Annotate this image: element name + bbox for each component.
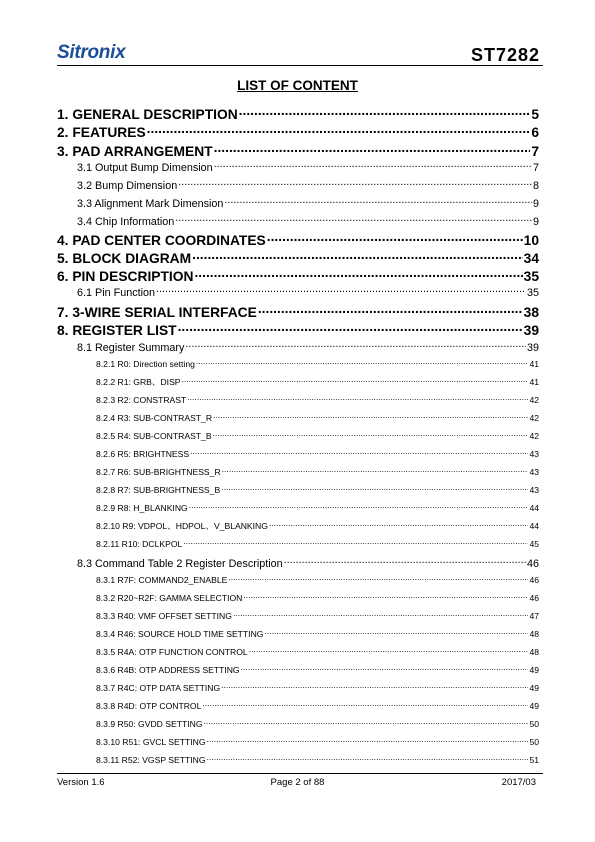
toc-entry-page: 46 bbox=[526, 558, 539, 570]
toc-entry[interactable] bbox=[57, 142, 539, 160]
toc-entry-title: 8.3.11 R52: VGSP SETTING bbox=[96, 755, 206, 765]
toc-entry-page: 43 bbox=[529, 449, 539, 459]
toc-entry-title: 8.3 Command Table 2 Register Description bbox=[77, 558, 283, 570]
toc-leader-dots bbox=[264, 628, 528, 637]
toc-leader-dots bbox=[207, 736, 529, 745]
toc-entry[interactable] bbox=[96, 430, 539, 442]
toc-entry-page: 9 bbox=[532, 198, 539, 210]
toc-entry-page: 50 bbox=[529, 719, 539, 729]
toc-entry-page: 34 bbox=[523, 251, 539, 266]
model-number: ST7282 bbox=[470, 45, 540, 65]
toc-entry[interactable] bbox=[96, 754, 539, 766]
toc-leader-dots bbox=[196, 358, 529, 367]
toc-entry[interactable] bbox=[96, 592, 539, 604]
toc-leader-dots bbox=[222, 466, 529, 475]
toc-entry-page: 7 bbox=[531, 144, 539, 159]
toc-leader-dots bbox=[182, 376, 529, 385]
toc-leader-dots bbox=[213, 412, 528, 421]
toc-entry-page: 39 bbox=[523, 323, 539, 338]
toc-entry-page: 41 bbox=[529, 377, 539, 387]
toc-entry-title: 2. FEATURES bbox=[57, 125, 146, 140]
toc-entry-page: 6 bbox=[531, 125, 539, 140]
toc-leader-dots bbox=[156, 285, 526, 296]
toc-entry-title: 8.3.7 R4C: OTP DATA SETTING bbox=[96, 683, 221, 693]
toc-leader-dots bbox=[187, 394, 528, 403]
toc-entry[interactable] bbox=[96, 538, 539, 550]
toc-leader-dots bbox=[214, 142, 531, 156]
footer-divider bbox=[57, 773, 543, 774]
toc-entry[interactable] bbox=[96, 520, 539, 532]
toc-entry[interactable] bbox=[77, 556, 539, 571]
toc-leader-dots bbox=[190, 448, 528, 457]
toc-entry[interactable] bbox=[96, 484, 539, 496]
footer-date: 2017/03 bbox=[501, 777, 536, 788]
toc-entry-title: 6. PIN DESCRIPTION bbox=[57, 269, 194, 284]
toc-entry-page: 41 bbox=[529, 359, 539, 369]
toc-entry-title: 8.3.8 R4D: OTP CONTROL bbox=[96, 701, 202, 711]
toc-entry-page: 8 bbox=[532, 180, 539, 192]
toc-entry-title: 8.2.1 R0: Direction setting bbox=[96, 359, 195, 369]
toc-leader-dots bbox=[175, 214, 532, 225]
toc-leader-dots bbox=[249, 646, 529, 655]
toc-entry-page: 46 bbox=[529, 593, 539, 603]
toc-entry[interactable] bbox=[96, 448, 539, 460]
toc-leader-dots bbox=[228, 574, 528, 583]
toc-entry-title: 8.2.3 R2: CONSTRAST bbox=[96, 395, 187, 405]
toc-entry-page: 48 bbox=[529, 647, 539, 657]
toc-entry-title: 8.2.8 R7: SUB-BRIGHTNESS_B bbox=[96, 485, 221, 495]
toc-leader-dots bbox=[178, 321, 523, 335]
toc-entry-title: 8.3.5 R4A: OTP FUNCTION CONTROL bbox=[96, 647, 248, 657]
toc-entry-title: 3.2 Bump Dimension bbox=[77, 180, 178, 192]
toc-leader-dots bbox=[202, 700, 528, 709]
toc-entry-page: 7 bbox=[532, 162, 539, 174]
toc-entry-page: 49 bbox=[529, 665, 539, 675]
toc-entry[interactable] bbox=[77, 178, 539, 193]
toc-entry-title: 8.2.5 R4: SUB-CONTRAST_B bbox=[96, 431, 212, 441]
toc-entry-title: 8.3.3 R40: VMF OFFSET SETTING bbox=[96, 611, 232, 621]
toc-entry-page: 5 bbox=[531, 107, 539, 122]
footer-page-number: Page 2 of 88 bbox=[270, 777, 325, 788]
toc-entry[interactable] bbox=[96, 574, 539, 586]
toc-entry-page: 10 bbox=[523, 233, 539, 248]
toc-entry[interactable] bbox=[57, 123, 539, 141]
toc-entry-title: 8. REGISTER LIST bbox=[57, 323, 177, 338]
toc-entry-title: 3. PAD ARRANGEMENT bbox=[57, 144, 213, 159]
toc-leader-dots bbox=[284, 556, 526, 567]
toc-entry-title: 8.2.11 R10: DCLKPOL bbox=[96, 539, 183, 549]
toc-leader-dots bbox=[194, 267, 522, 281]
toc-entry-title: 8.2.4 R3: SUB-CONTRAST_R bbox=[96, 413, 213, 423]
toc-entry[interactable] bbox=[96, 664, 539, 676]
toc-entry[interactable] bbox=[96, 736, 539, 748]
toc-entry-title: 8.3.9 R50: GVDD SETTING bbox=[96, 719, 203, 729]
toc-entry[interactable] bbox=[96, 358, 539, 370]
toc-entry-page: 35 bbox=[523, 269, 539, 284]
toc-entry-title: 8.2.9 R8: H_BLANKING bbox=[96, 503, 188, 513]
toc-leader-dots bbox=[224, 196, 532, 207]
toc-entry-title: 3.4 Chip Information bbox=[77, 216, 175, 228]
toc-leader-dots bbox=[239, 105, 531, 119]
toc-entry-title: 8.3.4 R46: SOURCE HOLD TIME SETTING bbox=[96, 629, 264, 639]
toc-entry-page: 49 bbox=[529, 683, 539, 693]
toc-entry[interactable] bbox=[96, 682, 539, 694]
toc-entry-title: 8.3.10 R51: GVCL SETTING bbox=[96, 737, 206, 747]
toc-entry[interactable] bbox=[77, 285, 539, 300]
toc-entry[interactable] bbox=[57, 231, 539, 249]
toc-leader-dots bbox=[147, 123, 531, 137]
toc-leader-dots bbox=[207, 754, 529, 763]
toc-entry[interactable] bbox=[96, 646, 539, 658]
toc-entry-title: 8.1 Register Summary bbox=[77, 342, 185, 354]
toc-entry-page: 42 bbox=[529, 395, 539, 405]
toc-entry-title: 3.1 Output Bump Dimension bbox=[77, 162, 213, 174]
toc-entry-page: 48 bbox=[529, 629, 539, 639]
toc-leader-dots bbox=[183, 538, 528, 547]
toc-leader-dots bbox=[269, 520, 528, 529]
toc-entry-title: 4. PAD CENTER COORDINATES bbox=[57, 233, 266, 248]
toc-entry-page: 44 bbox=[529, 521, 539, 531]
toc-entry[interactable] bbox=[96, 700, 539, 712]
toc-entry-page: 35 bbox=[526, 287, 539, 299]
toc-leader-dots bbox=[213, 430, 529, 439]
toc-leader-dots bbox=[233, 610, 528, 619]
toc-entry-title: 8.2.7 R6: SUB-BRIGHTNESS_R bbox=[96, 467, 221, 477]
toc-entry-page: 47 bbox=[529, 611, 539, 621]
toc-leader-dots bbox=[214, 160, 532, 171]
toc-leader-dots bbox=[258, 303, 523, 317]
toc-entry-page: 42 bbox=[529, 413, 539, 423]
toc-entry[interactable] bbox=[57, 105, 539, 123]
toc-entry-page: 49 bbox=[529, 701, 539, 711]
toc-entry-page: 45 bbox=[529, 539, 539, 549]
toc-entry[interactable] bbox=[77, 340, 539, 355]
toc-entry[interactable] bbox=[96, 610, 539, 622]
toc-entry[interactable] bbox=[96, 466, 539, 478]
header-divider bbox=[57, 65, 543, 66]
toc-entry-page: 43 bbox=[529, 485, 539, 495]
toc-entry[interactable] bbox=[77, 214, 539, 229]
toc-entry-title: 8.2.6 R5: BRIGHTNESS bbox=[96, 449, 190, 459]
toc-entry-title: 8.3.2 R20~R2F: GAMMA SELECTION bbox=[96, 593, 243, 603]
toc-entry[interactable] bbox=[77, 196, 539, 211]
toc-entry-title: 6.1 Pin Function bbox=[77, 287, 156, 299]
toc-leader-dots bbox=[221, 484, 528, 493]
toc-entry[interactable] bbox=[96, 718, 539, 730]
toc-leader-dots bbox=[192, 249, 523, 263]
toc-entry[interactable] bbox=[57, 249, 539, 267]
toc-entry[interactable] bbox=[96, 628, 539, 640]
toc-leader-dots bbox=[178, 178, 532, 189]
toc-entry[interactable] bbox=[96, 394, 539, 406]
toc-leader-dots bbox=[243, 592, 528, 601]
toc-entry[interactable] bbox=[77, 160, 539, 175]
toc-entry[interactable] bbox=[96, 502, 539, 514]
toc-leader-dots bbox=[189, 502, 529, 511]
toc-entry-page: 39 bbox=[526, 342, 539, 354]
sitronix-logo: Sitronix bbox=[57, 42, 126, 63]
toc-entry[interactable] bbox=[57, 321, 539, 339]
toc-entry-page: 46 bbox=[529, 575, 539, 585]
toc-entry-page: 51 bbox=[529, 755, 539, 765]
toc-entry-title: 3.3 Alignment Mark Dimension bbox=[77, 198, 224, 210]
toc-entry-title: 1. GENERAL DESCRIPTION bbox=[57, 107, 238, 122]
toc-entry-title: 8.3.1 R7F: COMMAND2_ENABLE bbox=[96, 575, 228, 585]
toc-entry-page: 43 bbox=[529, 467, 539, 477]
toc-leader-dots bbox=[241, 664, 529, 673]
toc-entry-page: 42 bbox=[529, 431, 539, 441]
toc-entry-title: 8.3.6 R4B: OTP ADDRESS SETTING bbox=[96, 665, 240, 675]
toc-entry-page: 38 bbox=[523, 305, 539, 320]
toc-leader-dots bbox=[267, 231, 523, 245]
toc-entry-title: 7. 3-WIRE SERIAL INTERFACE bbox=[57, 305, 257, 320]
toc-entry[interactable] bbox=[96, 376, 539, 388]
toc-leader-dots bbox=[204, 718, 529, 727]
toc-entry-page: 44 bbox=[529, 503, 539, 513]
toc-entry-page: 50 bbox=[529, 737, 539, 747]
toc-leader-dots bbox=[185, 340, 526, 351]
toc-leader-dots bbox=[221, 682, 528, 691]
toc-entry-page: 9 bbox=[532, 216, 539, 228]
toc-entry[interactable] bbox=[57, 303, 539, 321]
footer-version: Version 1.6 bbox=[57, 777, 105, 788]
toc-entry-title: 5. BLOCK DIAGRAM bbox=[57, 251, 192, 266]
toc-entry[interactable] bbox=[57, 267, 539, 285]
toc-entry-title: 8.2.10 R9: VDPOL、HDPOL、V_BLANKING bbox=[96, 521, 268, 531]
toc-entry-title: 8.2.2 R1: GRB、DISP bbox=[96, 377, 181, 387]
page-title: LIST OF CONTENT bbox=[237, 78, 358, 93]
toc-entry[interactable] bbox=[96, 412, 539, 424]
